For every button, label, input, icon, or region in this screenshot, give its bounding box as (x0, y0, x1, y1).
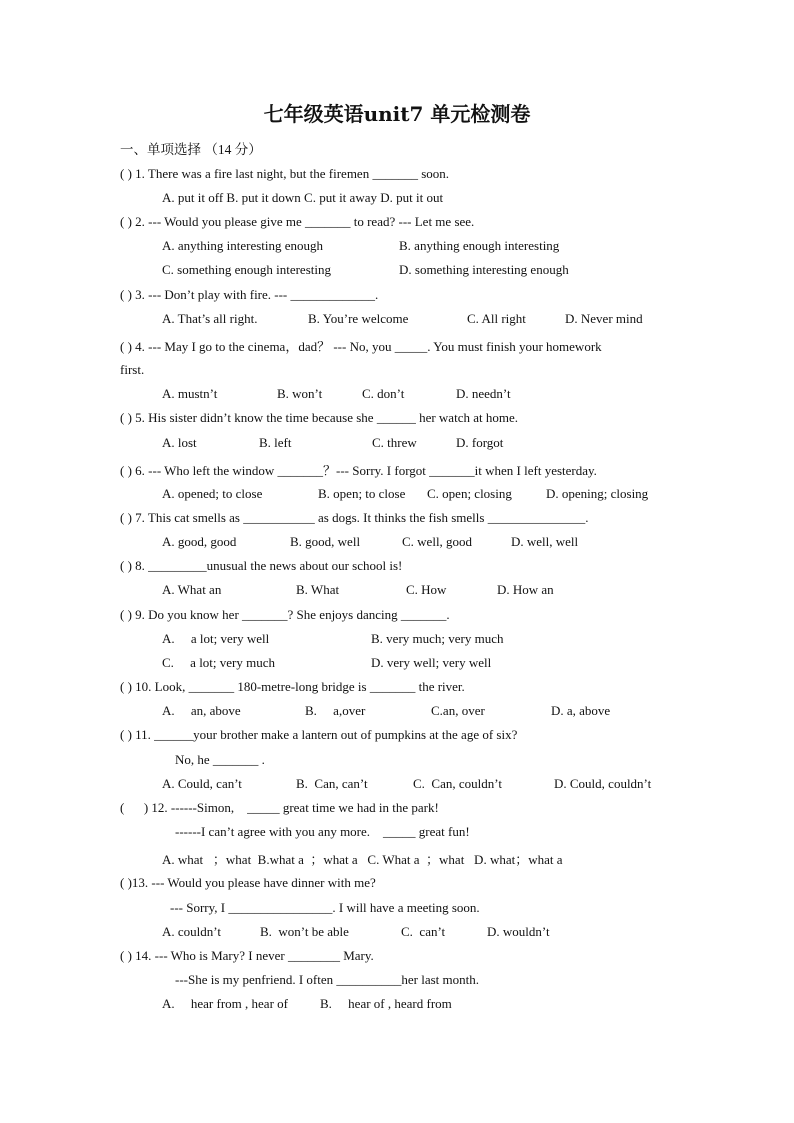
q13-option-c: C. can’t (401, 924, 446, 939)
question-12: ( ) 12. ------Simon, _____ great time we had in the park! (120, 800, 439, 815)
q5-option-d: D. forgot (456, 435, 504, 450)
q2-option-a: A. anything interesting enough (162, 238, 324, 253)
q13-option-d: D. wouldn’t (487, 924, 550, 939)
q7-option-b: B. good, well (290, 534, 361, 549)
q3-option-d: D. Never mind (565, 311, 643, 326)
q2-option-c: C. something enough interesting (162, 262, 331, 277)
page-title: 七年级英语unit7 单元检测卷 (263, 102, 531, 126)
question-3: ( ) 3. --- Don’t play with fire. --- _____________. (120, 287, 379, 302)
q2-option-b: B. anything enough interesting (399, 238, 560, 253)
q12-options: A. what ；what B.what a ；what a C. What a ；what D. what；what a (162, 852, 563, 867)
question-6: ( ) 6. --- Who left the window _______？--- Sorry. I forgot _______it when I left yesterday. (120, 463, 597, 478)
q14-option-a: A. hear from , hear of (162, 996, 288, 1011)
q7-option-a: A. good, good (162, 534, 237, 549)
question-7: ( ) 7. This cat smells as ___________ as dogs. It thinks the fish smells _______________. (120, 510, 589, 525)
question-9: ( ) 9. Do you know her _______? She enjoys dancing _______. (120, 607, 450, 622)
q4-option-c: C. don’t (362, 386, 405, 401)
question-10: ( ) 10. Look, _______ 180-metre-long bridge is _______ the river. (120, 679, 465, 694)
q13-continuation: --- Sorry, I ________________. I will have a meeting soon. (170, 900, 480, 915)
q9-option-d: D. very well; very well (371, 655, 492, 670)
q12-continuation: ------I can’t agree with you any more. _____ great fun! (175, 824, 470, 839)
q13-option-b: B. won’t be able (260, 924, 349, 939)
q4-option-a: A. mustn’t (162, 386, 218, 401)
question-8: ( ) 8. _________unusual the news about our school is! (120, 558, 403, 573)
q14-option-b: B. hear of , heard from (320, 996, 452, 1011)
q6-option-b: B. open; to close (318, 486, 406, 501)
q11-option-b: B. Can, can’t (296, 776, 368, 791)
q11-continuation: No, he _______ . (175, 752, 265, 767)
question-11: ( ) 11. ______your brother make a lantern out of pumpkins at the age of six? (120, 727, 518, 742)
q5-option-a: A. lost (162, 435, 197, 450)
q6-option-d: D. opening; closing (546, 486, 649, 501)
q11-option-a: A. Could, can’t (162, 776, 242, 791)
question-2: ( ) 2. --- Would you please give me _______ to read? --- Let me see. (120, 214, 475, 229)
section-heading: 一、单项选择 （14 分） (120, 142, 262, 157)
q6-option-c: C. open; closing (427, 486, 512, 501)
q9-option-a: A. a lot; very well (162, 631, 270, 646)
q14-continuation: ---She is my penfriend. I often __________her last month. (175, 972, 479, 987)
q10-option-a: A. an, above (162, 703, 241, 718)
q10-option-c: C.an, over (431, 703, 485, 718)
question-5: ( ) 5. His sister didn’t know the time because she ______ her watch at home. (120, 410, 518, 425)
q8-option-b: B. What (296, 582, 340, 597)
q8-option-c: C. How (406, 582, 447, 597)
q11-option-d: D. Could, couldn’t (554, 776, 652, 791)
q10-option-d: D. a, above (551, 703, 611, 718)
q5-option-b: B. left (259, 435, 292, 450)
q3-option-a: A. That’s all right. (162, 311, 258, 326)
question-1: ( ) 1. There was a fire last night, but the firemen _______ soon. (120, 166, 450, 181)
question-4: ( ) 4. --- May I go to the cinema，dad？ --- No, you _____. You must finish your homework (120, 339, 602, 354)
q4-option-d: D. needn’t (456, 386, 511, 401)
q1-options: A. put it off B. put it down C. put it away D. put it out (162, 190, 444, 205)
q2-option-d: D. something interesting enough (399, 262, 569, 277)
q3-option-b: B. You’re welcome (308, 311, 409, 326)
q13-option-a: A. couldn’t (162, 924, 221, 939)
q5-option-c: C. threw (372, 435, 417, 450)
question-14: ( ) 14. --- Who is Mary? I never ________ Mary. (120, 948, 374, 963)
q8-option-a: A. What an (162, 582, 222, 597)
q7-option-d: D. well, well (511, 534, 579, 549)
q3-option-c: C. All right (467, 311, 526, 326)
q6-option-a: A. opened; to close (162, 486, 263, 501)
q8-option-d: D. How an (497, 582, 554, 597)
q7-option-c: C. well, good (402, 534, 473, 549)
q9-option-b: B. very much; very much (371, 631, 504, 646)
question-13: ( )13. --- Would you please have dinner with me? (120, 875, 376, 890)
q4-continuation: first. (120, 362, 145, 377)
q10-option-b: B. a,over (305, 703, 366, 718)
q11-option-c: C. Can, couldn’t (413, 776, 502, 791)
q4-option-b: B. won’t (277, 386, 323, 401)
q9-option-c: C. a lot; very much (162, 655, 276, 670)
